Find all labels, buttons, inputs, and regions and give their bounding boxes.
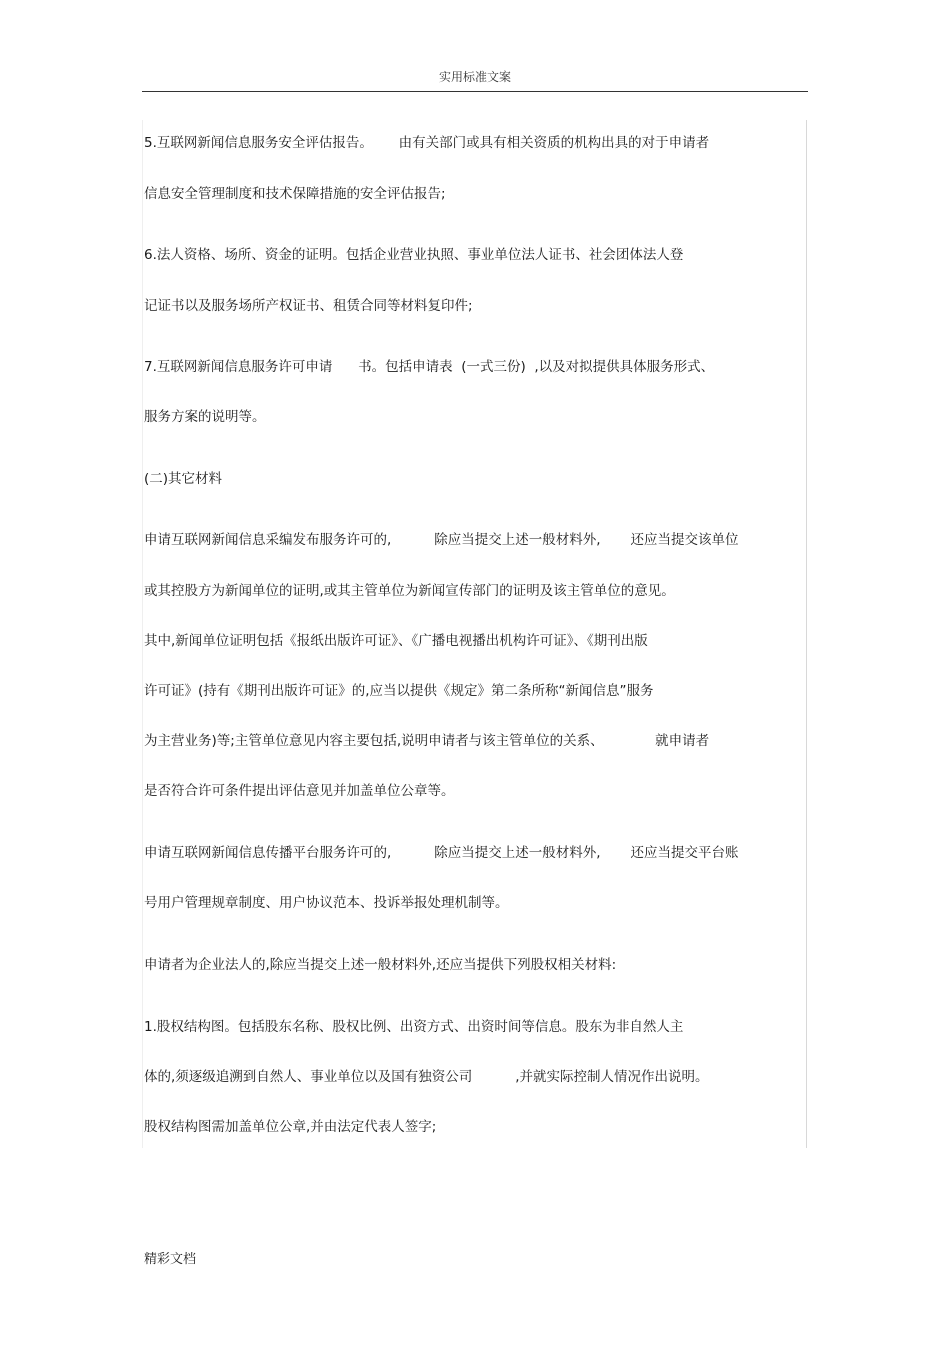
header-divider	[142, 91, 808, 92]
text-line: 申请互联网新闻信息采编发布服务许可的, 除应当提交上述一般材料外, 还应当提交该单位	[144, 532, 739, 548]
text-line: 服务方案的说明等。	[144, 409, 266, 425]
text-line: 1.股权结构图。包括股东名称、股权比例、出资方式、出资时间等信息。股东为非自然人主	[144, 1019, 684, 1035]
text-line: 其中,新闻单位证明包括《报纸出版许可证》、《广播电视播出机构许可证》、《期刊出版	[144, 633, 648, 649]
section-heading: (二)其它材料	[144, 471, 223, 487]
text-line: 记证书以及服务场所产权证书、租赁合同等材料复印件;	[144, 298, 473, 314]
text-line: 或其控股方为新闻单位的证明,或其主管单位为新闻宣传部门的证明及该主管单位的意见。	[144, 583, 675, 599]
page-header-title: 实用标准文案	[438, 70, 511, 84]
text-line: 信息安全管理制度和技术保障措施的安全评估报告;	[144, 186, 446, 202]
text-line: 股权结构图需加盖单位公章,并由法定代表人签字;	[144, 1119, 437, 1135]
text-line: 6.法人资格、场所、资金的证明。包括企业营业执照、事业单位法人证书、社会团体法人登	[144, 247, 684, 263]
text-line: 申请互联网新闻信息传播平台服务许可的, 除应当提交上述一般材料外, 还应当提交平台账	[144, 845, 739, 861]
text-line: 是否符合许可条件提出评估意见并加盖单位公章等。	[144, 783, 455, 799]
page-footer: 精彩文档	[144, 1252, 197, 1267]
right-margin-rule	[806, 120, 807, 1148]
text-line: 5.互联网新闻信息服务安全评估报告。 由有关部门或具有相关资质的机构出具的对于申请者	[144, 135, 710, 151]
text-line: 体的,须逐级追溯到自然人、事业单位以及国有独资公司 ,并就实际控制人情况作出说明。	[144, 1069, 709, 1085]
text-line: 号用户管理规章制度、用户协议范本、投诉举报处理机制等。	[144, 895, 509, 911]
text-line: 许可证》(持有《期刊出版许可证》的,应当以提供《规定》第二条所称“新闻信息”服务	[144, 683, 654, 699]
text-line: 7.互联网新闻信息服务许可申请 书。包括申请表 (一式三份) ,以及对拟提供具体服务形式、	[144, 359, 715, 375]
text-line: 为主营业务)等;主管单位意见内容主要包括,说明申请者与该主管单位的关系、 就申请者	[144, 733, 710, 749]
text-line: 申请者为企业法人的,除应当提交上述一般材料外,还应当提供下列股权相关材料:	[144, 957, 617, 973]
left-margin-rule	[142, 120, 143, 1148]
